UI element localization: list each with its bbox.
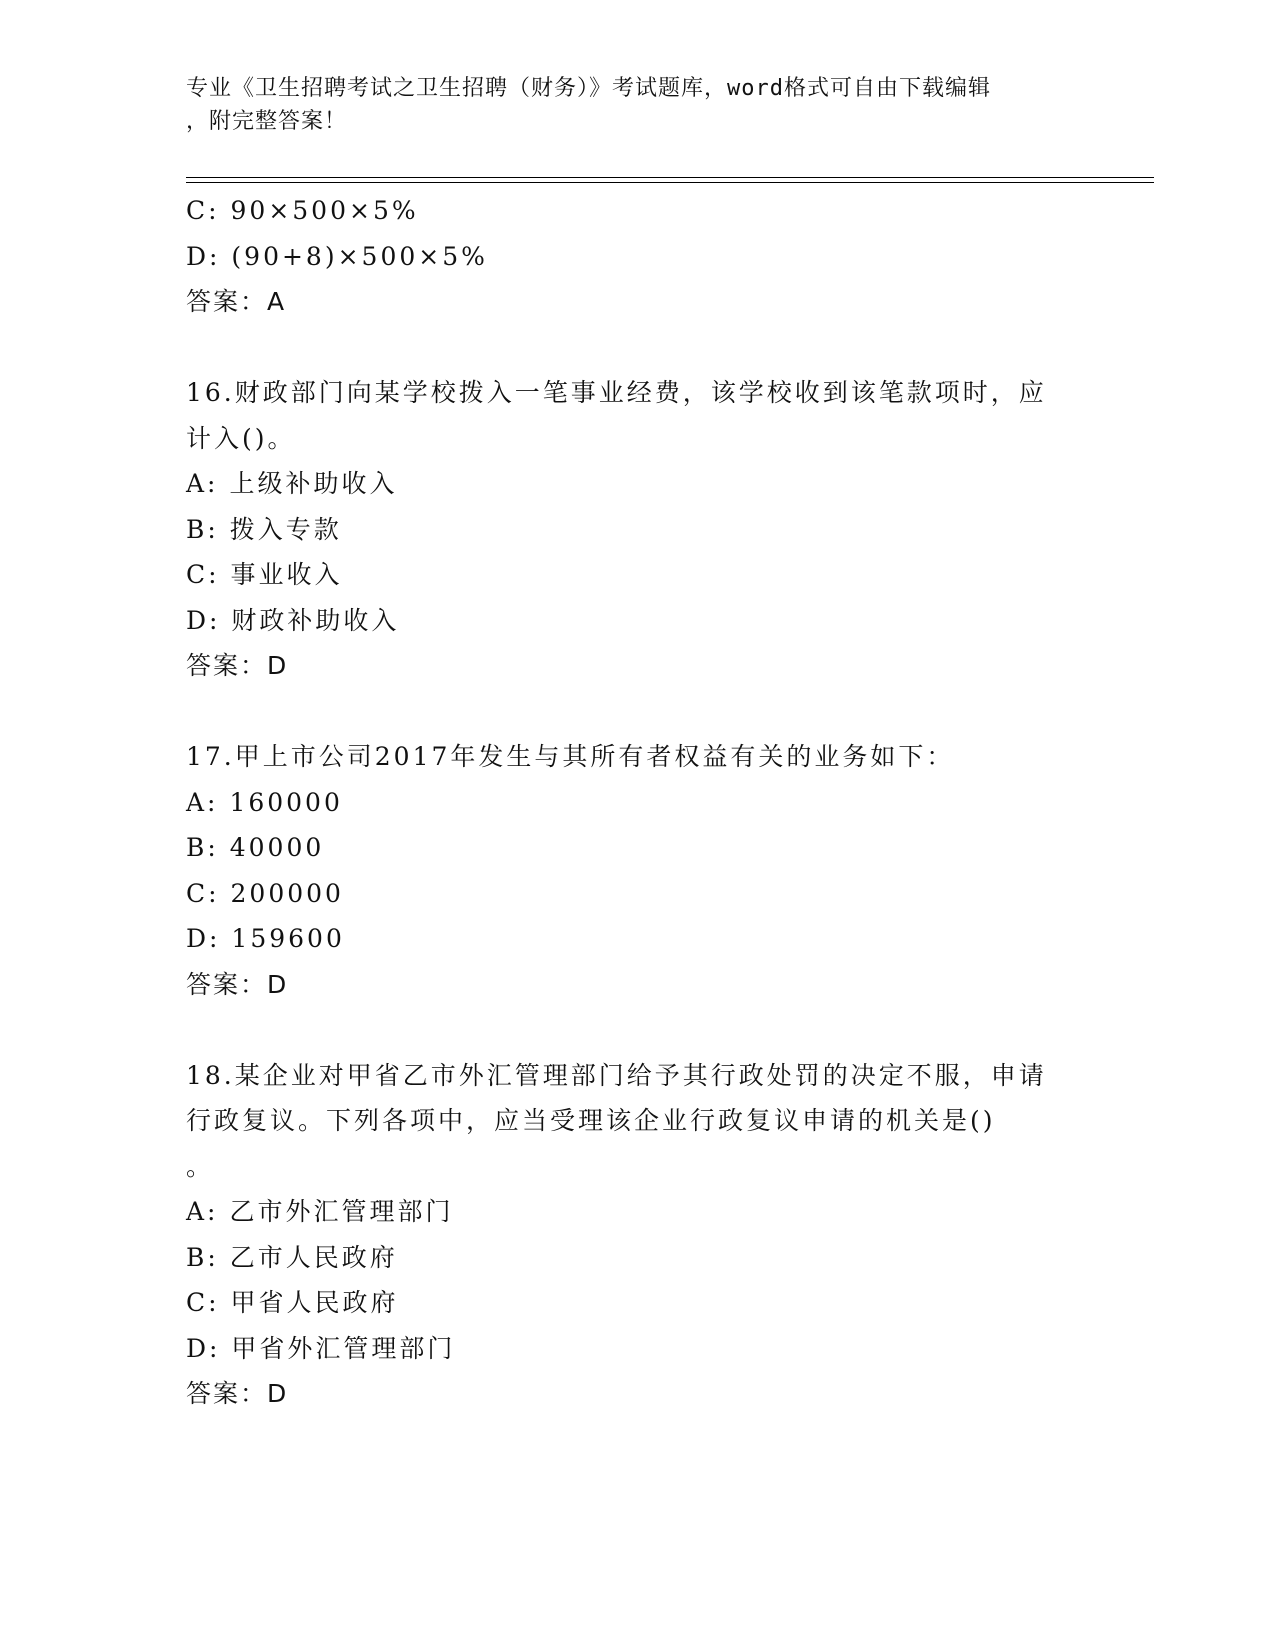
option-d [186, 234, 1086, 280]
answer-line: 答案：A [186, 287, 287, 316]
question-list [186, 188, 1086, 1417]
question-text-line: 16.财政部门向某学校拨入一笔事业经费，该学校收到该笔款项时，应 [186, 378, 1047, 407]
option-d: D: 甲省外汇管理部门 [186, 1333, 456, 1363]
option-b: B: 拨入专款 [186, 514, 342, 544]
option-d: D: 财政补助收入 [186, 605, 400, 635]
document-header [186, 72, 1086, 138]
option-a: A: 上级补助收入 [186, 469, 398, 498]
option-c [186, 188, 1086, 234]
option-c: C: 甲省人民政府 [186, 1288, 399, 1317]
question-18 [186, 1053, 1086, 1417]
question-text-line: 17.甲上市公司2017年发生与其所有者权益有关的业务如下： [186, 742, 955, 771]
option-label: C: [186, 196, 220, 225]
option-c: C: 事业收入 [186, 560, 343, 589]
question-text-line: 。 [186, 1151, 215, 1181]
question-number: 18. [186, 1060, 235, 1090]
question-text-line: 18.某企业对甲省乙市外汇管理部门给予其行政处罚的决定不服，申请 [186, 1060, 1047, 1090]
header-divider-bottom [186, 182, 1154, 183]
question-number: 17. [186, 742, 235, 771]
option-a: A: 160000 [186, 787, 343, 817]
option-b: B: 40000 [186, 833, 325, 862]
option-text: (90+8)×500×5% [231, 241, 488, 271]
option-b: B: 乙市人民政府 [186, 1242, 398, 1272]
header-divider-top [186, 177, 1154, 178]
option-c: C: 200000 [186, 878, 344, 908]
question-15-continued [186, 188, 1086, 325]
option-text: 90×500×5% [230, 196, 419, 225]
answer-line: 答案：D [186, 651, 289, 680]
question-text-line: 行政复议。下列各项中，应当受理该企业行政复议申请的机关是() [186, 1106, 996, 1135]
option-label: D: [186, 241, 221, 271]
header-line-1: 专业《卫生招聘考试之卫生招聘（财务）》考试题库，word格式可自由下载编辑 [186, 76, 991, 101]
question-16 [186, 370, 1086, 689]
question-number: 16. [186, 378, 235, 407]
answer-line: 答案：D [186, 1379, 289, 1408]
question-text-line: 计入()。 [186, 423, 296, 453]
option-a: A: 乙市外汇管理部门 [186, 1197, 454, 1226]
question-17 [186, 734, 1086, 1007]
answer-line: 答案：D [186, 969, 289, 999]
header-line-2: ，附完整答案！ [186, 109, 348, 134]
option-d: D: 159600 [186, 924, 345, 953]
